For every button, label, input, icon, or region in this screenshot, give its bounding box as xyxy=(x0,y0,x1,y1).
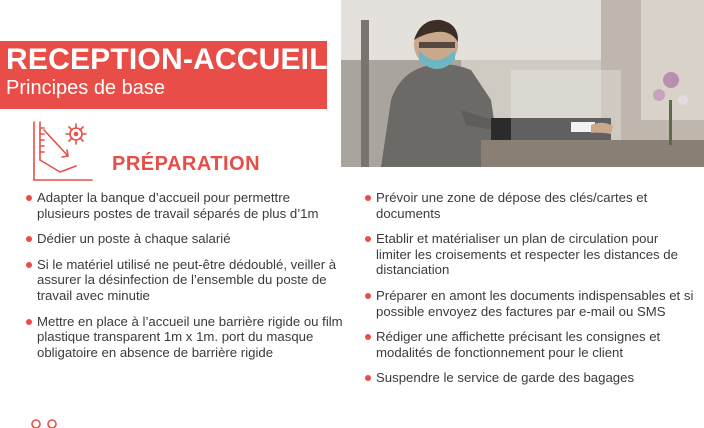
section-heading: PRÉPARATION xyxy=(112,153,261,175)
bullet-dot-icon xyxy=(365,293,371,299)
decorative-circles-icon xyxy=(30,416,60,428)
list-item: Etablir et matérialiser un plan de circulation pour limiter les croisements et respecter les distances de distanciation xyxy=(364,231,694,278)
list-item: Suspendre le service de garde des bagages xyxy=(364,370,694,386)
list-item: Dédier un poste à chaque salarié xyxy=(25,231,345,247)
list-item: Si le matériel utilisé ne peut-être dédoublé, veiller à assurer la désinfection de l’ensemble du poste de travail avec minutie xyxy=(25,257,345,304)
list-item: Prévoir une zone de dépose des clés/cartes et documents xyxy=(364,190,694,221)
right-checklist xyxy=(364,190,694,396)
page-subtitle: Principes de base xyxy=(6,77,165,99)
list-item: Mettre en place à l’accueil une barrière rigide ou film plastique transparent 1m x 1m. port du masque obligatoire en absence de barrière rigide xyxy=(25,314,345,361)
bullet-dot-icon xyxy=(26,236,32,242)
preparation-arrow-virus-icon xyxy=(30,120,96,182)
title-banner xyxy=(0,41,327,109)
bullet-dot-icon xyxy=(26,319,32,325)
bullet-dot-icon xyxy=(365,195,371,201)
list-item: Adapter la banque d’accueil pour permettre plusieurs postes de travail séparés de plus d’1m xyxy=(25,190,345,221)
bullet-dot-icon xyxy=(365,375,371,381)
bullet-dot-icon xyxy=(365,236,371,242)
list-item: Préparer en amont les documents indispensables et si possible envoyez des factures par e-mail ou SMS xyxy=(364,288,694,319)
left-checklist xyxy=(25,190,345,370)
bullet-dot-icon xyxy=(365,334,371,340)
reception-desk-photo xyxy=(341,0,704,167)
bullet-dot-icon xyxy=(26,262,32,268)
bullet-dot-icon xyxy=(26,195,32,201)
page-title: RECEPTION-ACCUEIL xyxy=(6,43,328,76)
list-item: Rédiger une affichette précisant les consignes et modalités de fonctionnement pour le client xyxy=(364,329,694,360)
